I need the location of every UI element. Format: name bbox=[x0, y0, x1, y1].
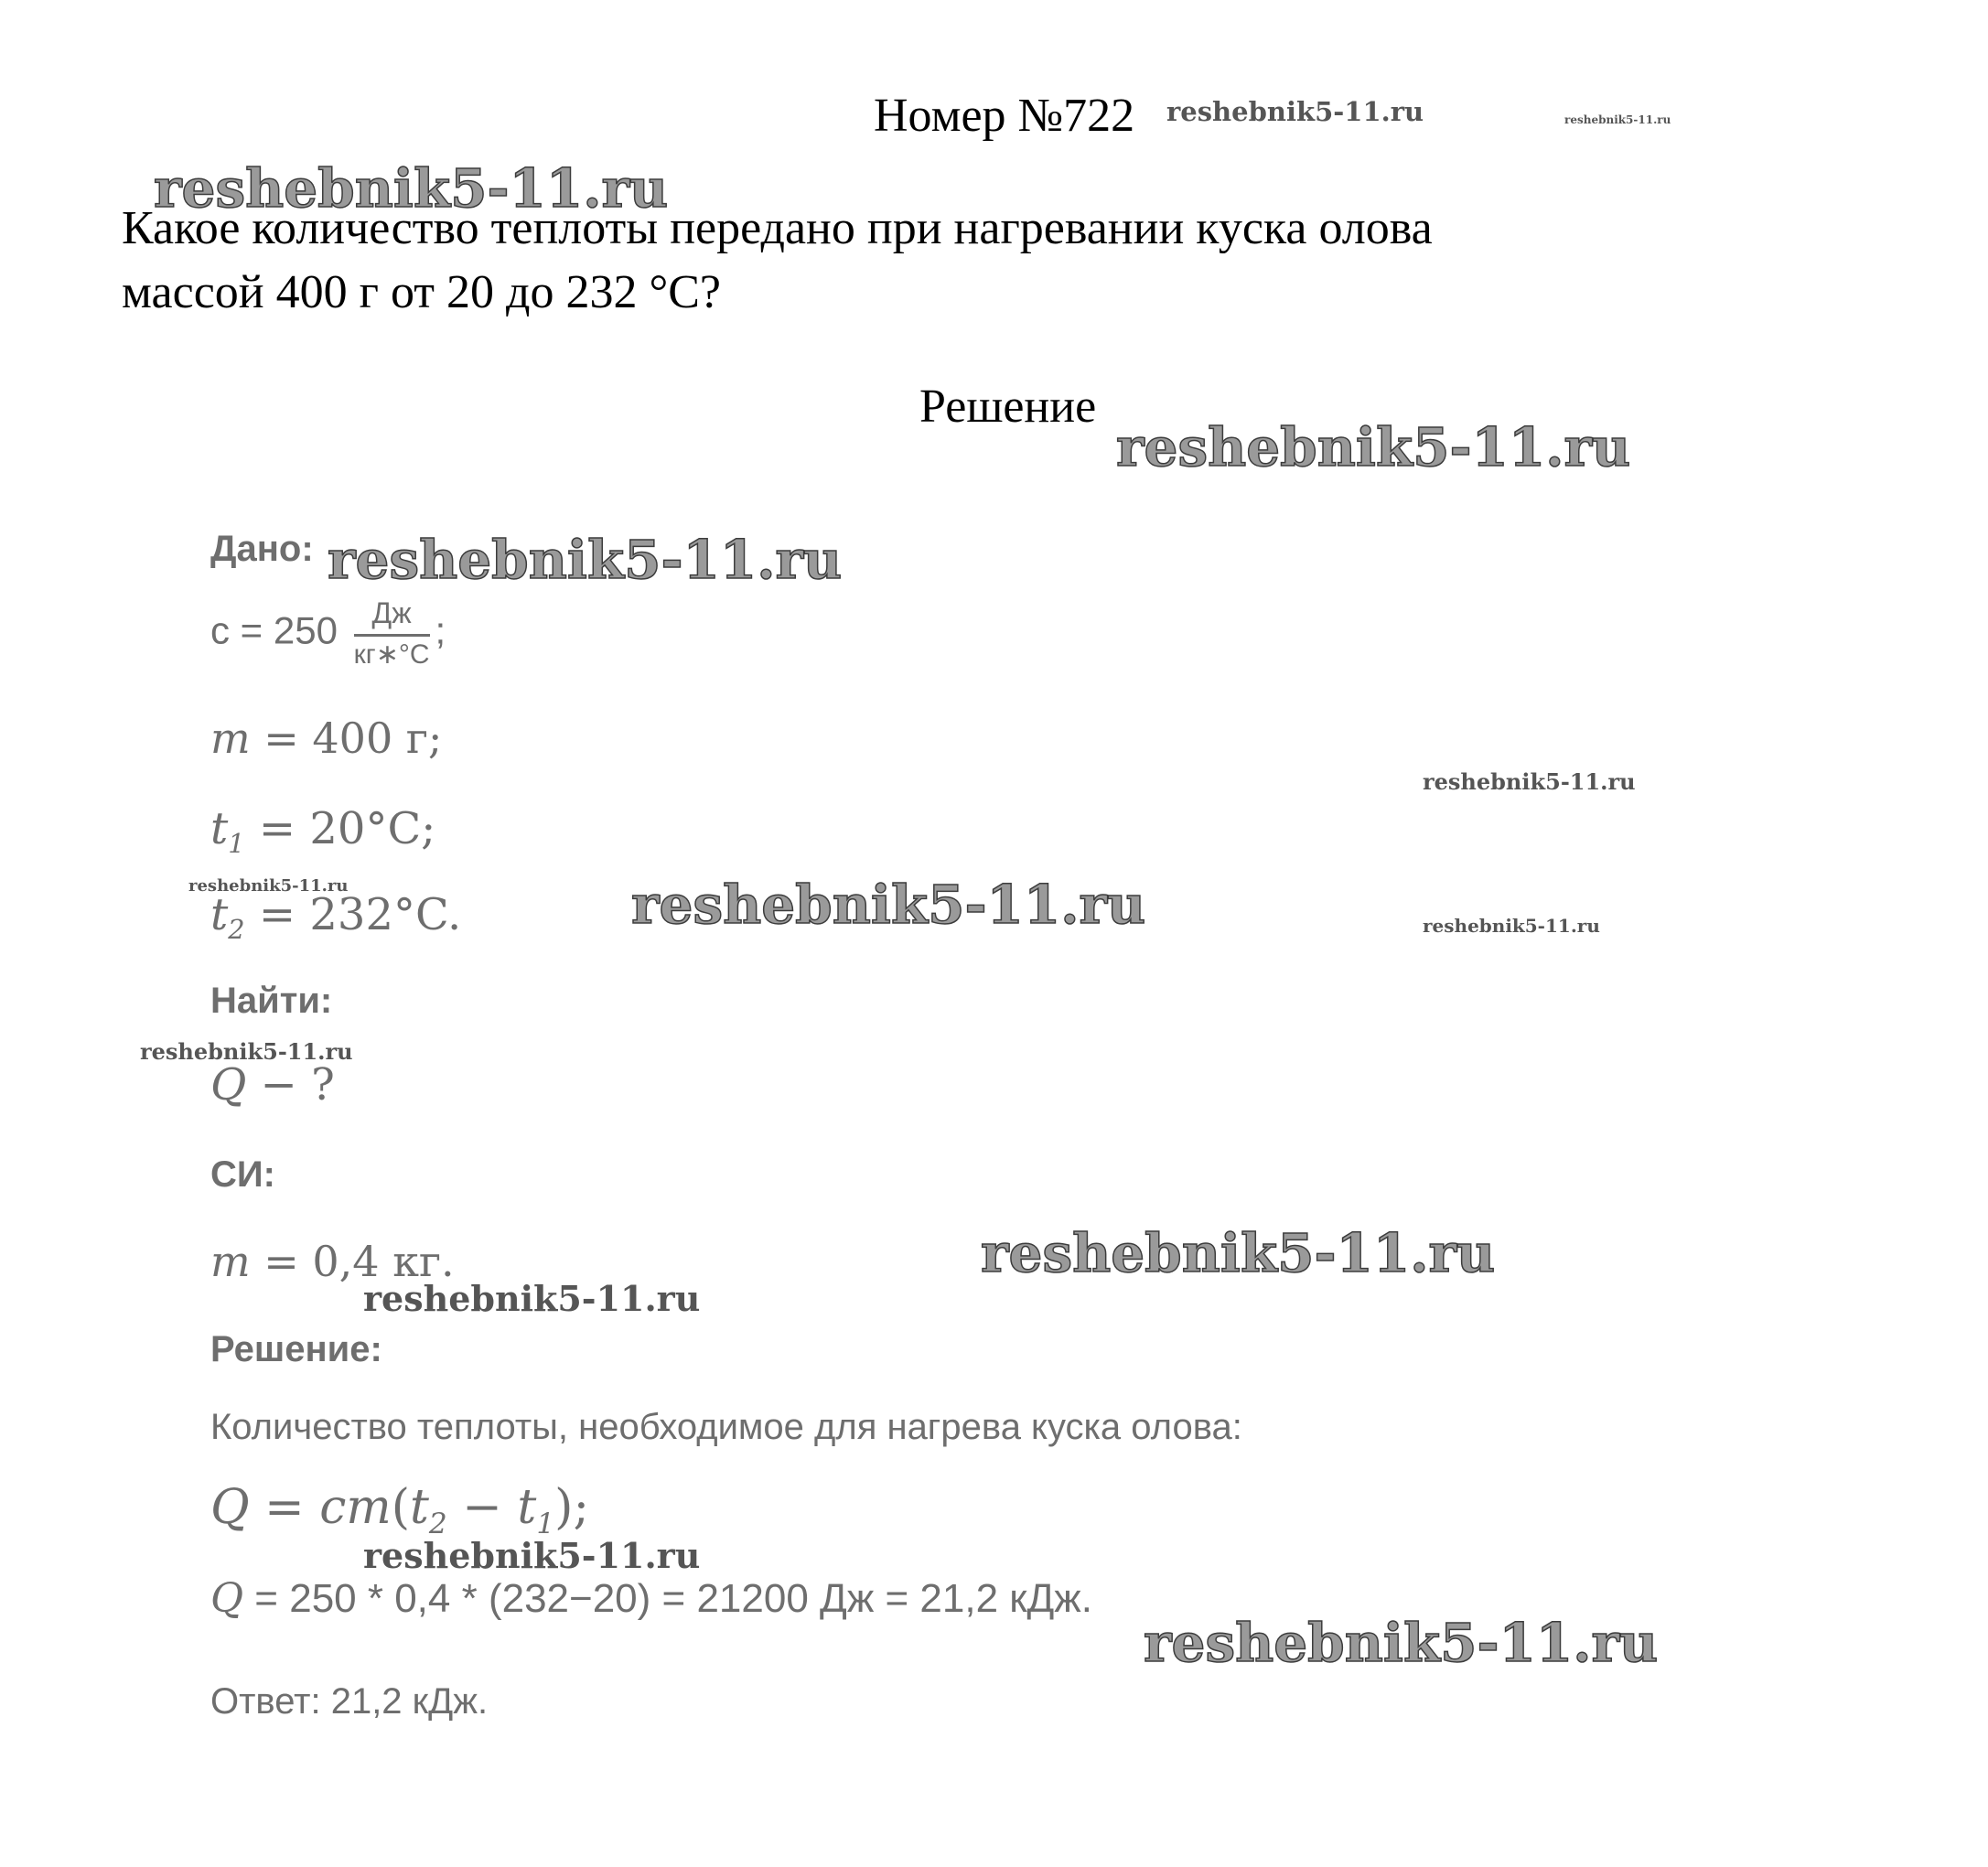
solution-heading: Решение bbox=[919, 381, 1097, 433]
watermark: reshebnik5-11.ru bbox=[1423, 915, 1600, 937]
watermark: reshebnik5-11.ru bbox=[140, 1038, 353, 1065]
t1-subscript: 1 bbox=[228, 828, 245, 860]
watermark: reshebnik5-11.ru bbox=[1116, 416, 1631, 478]
mass-variable: m bbox=[210, 714, 251, 763]
semicolon: ; bbox=[435, 608, 446, 652]
watermark: reshebnik5-11.ru bbox=[1144, 1612, 1659, 1674]
si-label: СИ: bbox=[210, 1154, 275, 1195]
solution-label: Решение: bbox=[210, 1329, 382, 1369]
q-unknown: − ? bbox=[246, 1059, 335, 1111]
t2-variable: t bbox=[210, 889, 229, 940]
formula-close: ); bbox=[554, 1480, 589, 1535]
t1-variable: t bbox=[210, 803, 229, 854]
question-line-2: массой 400 г от 20 до 232 °С? bbox=[122, 266, 722, 318]
watermark: reshebnik5-11.ru bbox=[981, 1222, 1496, 1284]
t2-value: = 232°C. bbox=[244, 889, 462, 940]
specific-heat-unit-fraction bbox=[354, 596, 430, 671]
find-label: Найти: bbox=[210, 981, 333, 1021]
si-mass-variable: m bbox=[210, 1237, 251, 1286]
watermark: reshebnik5-11.ru bbox=[154, 157, 669, 220]
t2-subscript: 2 bbox=[228, 914, 245, 946]
formula-t2-subscript: 2 bbox=[428, 1507, 447, 1540]
calc-q: Q bbox=[210, 1575, 244, 1622]
formula-minus: − bbox=[446, 1480, 518, 1535]
watermark: reshebnik5-11.ru bbox=[631, 874, 1146, 936]
si-mass-value: = 0,4 кг. bbox=[250, 1237, 455, 1286]
q-variable: Q bbox=[210, 1059, 247, 1111]
fraction-denominator: кг∗°С bbox=[353, 639, 430, 670]
given-mass bbox=[210, 714, 442, 763]
watermark: reshebnik5-11.ru bbox=[363, 1535, 701, 1576]
given-specific-heat bbox=[210, 596, 446, 671]
specific-heat-value: c = 250 bbox=[210, 608, 338, 652]
watermark: reshebnik5-11.ru bbox=[1166, 96, 1424, 127]
watermark: reshebnik5-11.ru bbox=[1423, 768, 1636, 795]
given-t2 bbox=[210, 889, 461, 945]
heat-calculation bbox=[210, 1575, 1092, 1622]
heat-formula bbox=[210, 1480, 589, 1540]
calc-expression: = 250 * 0,4 * (232−20) = 21200 Дж = 21,2 кДж. bbox=[243, 1576, 1092, 1621]
formula-open-paren: ( bbox=[391, 1480, 411, 1535]
t1-value: = 20°C; bbox=[244, 803, 436, 854]
formula-q: Q bbox=[210, 1480, 250, 1535]
watermark: reshebnik5-11.ru bbox=[363, 1278, 701, 1319]
formula-t1-subscript: 1 bbox=[536, 1507, 555, 1540]
answer: Ответ: 21,2 кДж. bbox=[210, 1681, 489, 1722]
find-q bbox=[210, 1059, 335, 1111]
mass-value: = 400 г; bbox=[250, 714, 443, 763]
formula-t1: t bbox=[517, 1480, 537, 1535]
fraction-numerator: Дж bbox=[354, 596, 430, 637]
page-title: Номер №722 bbox=[874, 90, 1135, 142]
formula-t2: t bbox=[410, 1480, 429, 1535]
watermark: reshebnik5-11.ru bbox=[188, 876, 349, 896]
watermark: reshebnik5-11.ru bbox=[328, 529, 843, 591]
given-label: Дано: bbox=[210, 529, 314, 569]
given-t1 bbox=[210, 803, 435, 859]
formula-equals: = bbox=[249, 1480, 320, 1535]
watermark: reshebnik5-11.ru bbox=[1564, 113, 1671, 126]
formula-cm: cm bbox=[319, 1480, 392, 1535]
question-line-1: Какое количество теплоты передано при нагревании куска олова bbox=[122, 202, 1433, 254]
solution-text: Количество теплоты, необходимое для нагрева куска олова: bbox=[210, 1407, 1242, 1447]
